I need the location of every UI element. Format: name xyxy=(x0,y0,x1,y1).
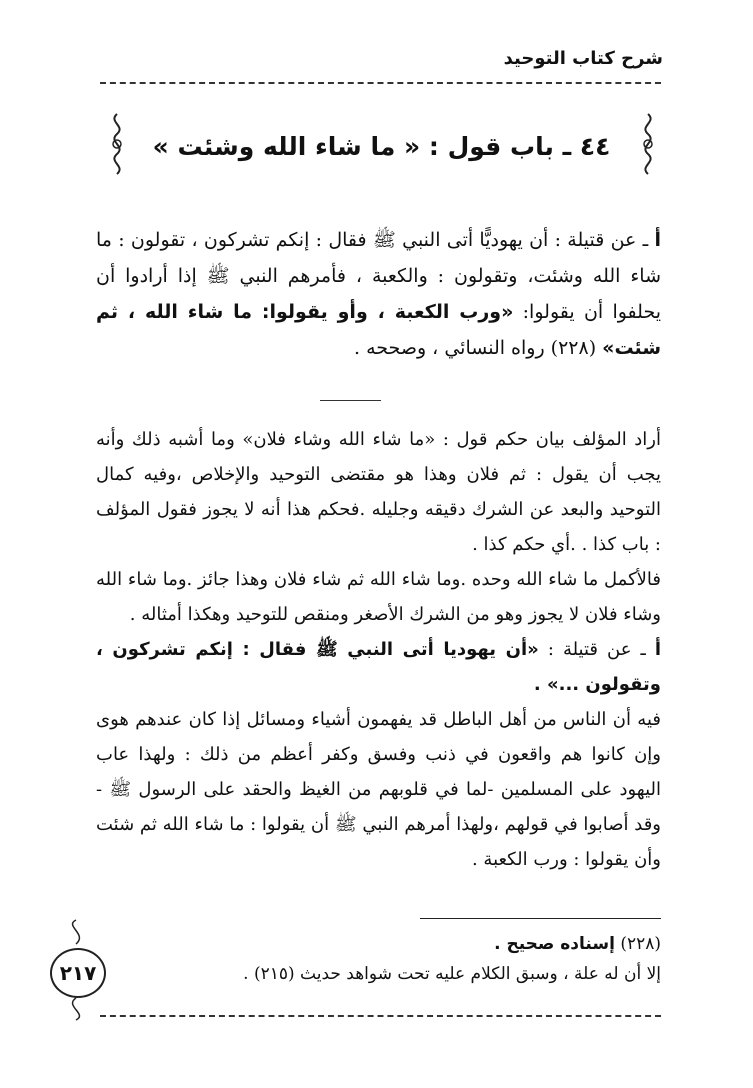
commentary-paragraph xyxy=(96,632,661,702)
commentary-marker: أ xyxy=(654,639,662,660)
hadith-text xyxy=(96,222,661,366)
ornament-left-icon xyxy=(104,112,130,176)
footnote-line-2: إلا أن له علة ، وسبق الكلام عليه تحت شواهد حديث (٢١٥) . xyxy=(243,964,661,984)
ornament-right-icon xyxy=(635,112,661,176)
commentary xyxy=(96,422,661,877)
section-divider xyxy=(320,400,381,401)
page-number: ٢١٧ xyxy=(50,948,106,998)
page-number-frame xyxy=(46,918,106,1022)
hadith-body: ـ عن قتيلة : أن يهوديًّا أتى النبي ﷺ فقال : إنكم تشركون ، تقولون : ما شاء الله وشئت، وتقولون : والكعبة ، فأمرهم النبي ﷺ إذا أرادوا أن يحلفوا أن يقولوا: xyxy=(96,229,661,323)
hadith-marker: أ xyxy=(654,229,661,251)
footnote-status: إسناده صحيح . xyxy=(494,934,615,954)
hadith-source: رواه النسائي ، وصححه . xyxy=(354,337,545,359)
footnote-divider xyxy=(420,918,661,919)
commentary-paragraph: فالأكمل ما شاء الله وحده .وما شاء الله ثم شاء فلان وهذا جائز .وما شاء الله وشاء فلان لا يجوز وهو من الشرك الأصغر ومنقص للتوحيد وهكذا أمثاله . xyxy=(96,569,661,625)
hadith-quote: «ورب الكعبة ، وأو يقولوا: ما شاء الله ، ثم شئت» xyxy=(96,301,661,359)
commentary-paragraph: أراد المؤلف بيان حكم قول : «ما شاء الله وشاء فلان» وما أشبه ذلك وأنه يجب أن يقول : ثم فلان وهذا هو مقتضى التوحيد والإخلاص ،وفيه كمال التوحيد والبعد عن الشرك دقيقه وجليله .فحكم هذا أنه لا يجوز فقول المؤلف : باب كذا . .أي حكم كذا . xyxy=(96,429,661,555)
footnote-line-1 xyxy=(150,928,661,960)
chapter-title: ٤٤ ـ باب قول : « ما شاء الله وشئت » xyxy=(152,132,611,161)
header-divider xyxy=(100,82,661,84)
commentary-paragraph: فيه أن الناس من أهل الباطل قد يفهمون أشياء ومسائل إذا كان عندهم هوى وإن كانوا هم واقعون في ذنب وفسق وكفر أعظم من ذلك : ولهذا عاب اليهود على المسلمين -لما في قلوبهم من الغيظ والحقد على الرسول ﷺ - وقد أصابوا في قولهم ،ولهذا أمرهم النبي ﷺ أن يقولوا : ما شاء الله ثم شئت وأن يقولوا : ورب الكعبة . xyxy=(96,709,661,870)
commentary-quote: «أن يهوديا أتى النبي ﷺ فقال : إنكم تشركون ، وتقولون ...» . xyxy=(96,639,661,695)
running-head: شرح كتاب التوحيد xyxy=(503,48,663,69)
commentary-text: ـ عن قتيلة : xyxy=(538,639,655,660)
footnote-reference: (٢٢٨) xyxy=(544,337,603,359)
footnote-number: (٢٢٨) xyxy=(620,934,661,954)
footer-divider xyxy=(100,1015,661,1017)
